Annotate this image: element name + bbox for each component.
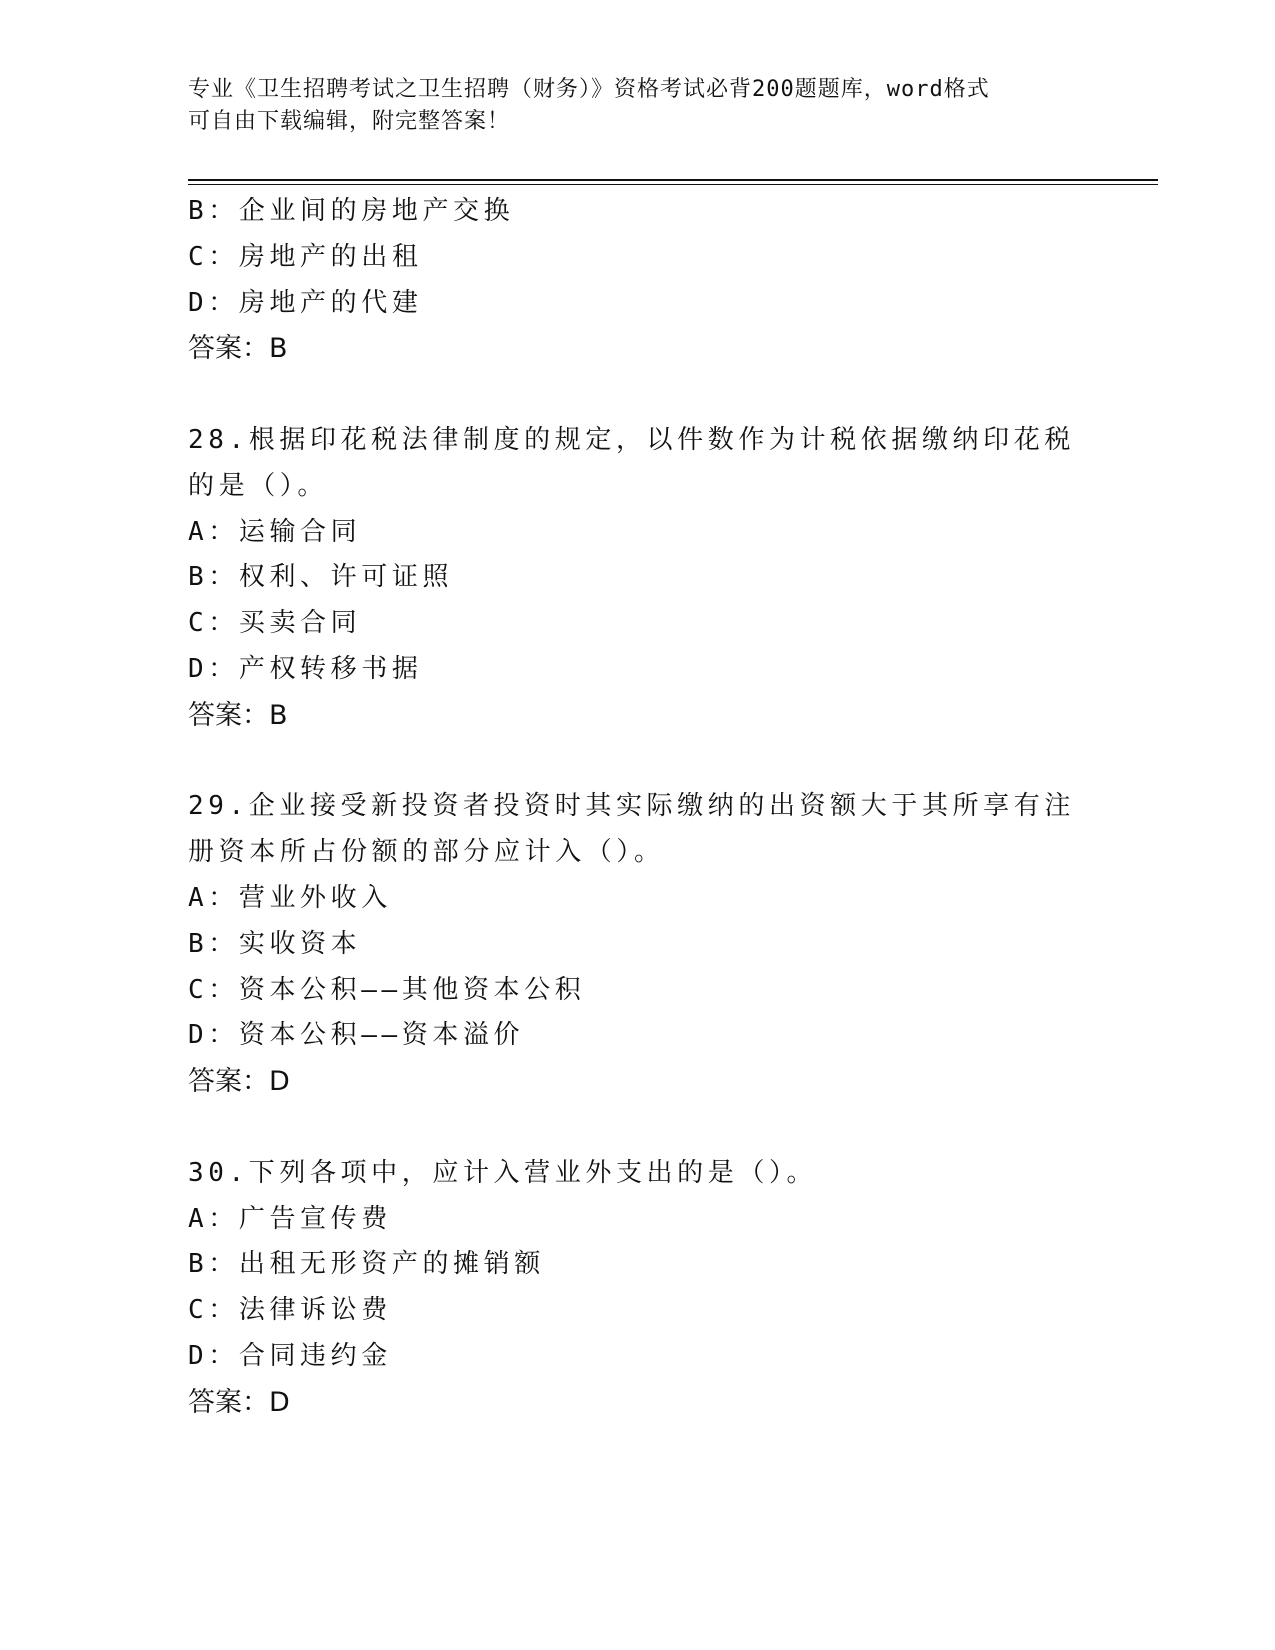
question-stem: 29.企业接受新投资者投资时其实际缴纳的出资额大于其所享有注册资本所占份额的部分应计入（）。	[188, 791, 1075, 868]
option-a: A：营业外收入	[188, 882, 392, 913]
answer-line: 答案：D	[188, 1066, 290, 1098]
option-c: C：资本公积——其他资本公积	[188, 974, 586, 1005]
option-b: B：企业间的房地产交换	[188, 196, 515, 226]
option-b: B：出租无形资产的摊销额	[188, 1249, 545, 1280]
question-27-partial	[188, 189, 1088, 372]
question-list	[188, 189, 1088, 1426]
question-30	[188, 1151, 1088, 1426]
option-c: C：买卖合同	[188, 608, 362, 639]
header-line-1: 专业《卫生招聘考试之卫生招聘（财务）》资格考试必背200题题库，word格式	[188, 77, 990, 102]
option-a: A：运输合同	[188, 516, 362, 547]
option-d: D：合同违约金	[188, 1340, 392, 1371]
question-29	[188, 784, 1088, 1105]
answer-line: 答案：D	[188, 1386, 290, 1418]
answer-line: 答案：B	[188, 333, 288, 365]
option-a: A：广告宣传费	[188, 1203, 392, 1234]
document-header	[188, 74, 1088, 138]
option-b: B：实收资本	[188, 928, 362, 959]
option-b: B：权利、许可证照	[188, 562, 454, 593]
option-c: C：房地产的出租	[188, 241, 423, 272]
option-c: C：法律诉讼费	[188, 1295, 392, 1326]
option-d: D：房地产的代建	[188, 287, 423, 318]
option-d: D：资本公积——资本溢价	[188, 1020, 525, 1051]
answer-line: 答案：B	[188, 699, 288, 731]
header-divider-thin	[188, 184, 1158, 185]
question-28	[188, 418, 1088, 739]
question-stem: 28.根据印花税法律制度的规定，以件数作为计税依据缴纳印花税的是（）。	[188, 424, 1075, 501]
header-divider-thick	[188, 179, 1158, 181]
header-line-2: 可自由下载编辑，附完整答案！	[188, 109, 511, 134]
question-stem: 30.下列各项中，应计入营业外支出的是（）。	[188, 1157, 818, 1188]
option-d: D：产权转移书据	[188, 653, 423, 684]
